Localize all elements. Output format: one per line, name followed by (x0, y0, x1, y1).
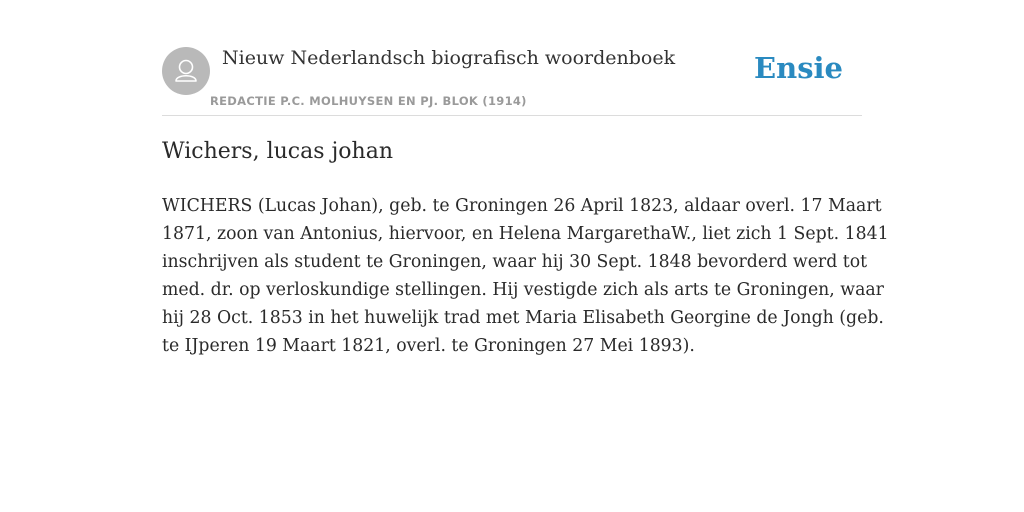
user-icon (162, 47, 210, 95)
entry-body-line: inschrijven als student te Groningen, waar hij 30 Sept. 1848 bevorderd werd tot (162, 252, 868, 272)
entry-body (162, 192, 889, 360)
entry-title: Wichers, lucas johan (162, 139, 394, 164)
entry-body-line: hij 28 Oct. 1853 in het huwelijk trad met Maria Elisabeth Georgine de Jongh (geb. (162, 308, 884, 328)
source-title[interactable]: Nieuw Nederlandsch biografisch woordenboek (222, 47, 676, 69)
entry-body-line: te IJperen 19 Maart 1821, overl. te Groningen 27 Mei 1893). (162, 336, 695, 356)
brand-logo-link[interactable]: Ensie (754, 51, 843, 85)
source-header (162, 44, 862, 116)
source-avatar[interactable] (162, 47, 210, 95)
entry-body-line: 1871, zoon van Antonius, hiervoor, en Helena MargarethaW., liet zich 1 Sept. 1841 (162, 224, 889, 244)
entry-body-line: med. dr. op verloskundige stellingen. Hij vestigde zich als arts te Groningen, waar (162, 280, 884, 300)
entry-body-line: WICHERS (Lucas Johan), geb. te Groningen 26 April 1823, aldaar overl. 17 Maart (162, 196, 882, 216)
source-editors: REDACTIE P.C. MOLHUYSEN EN PJ. BLOK (1914) (210, 94, 527, 108)
